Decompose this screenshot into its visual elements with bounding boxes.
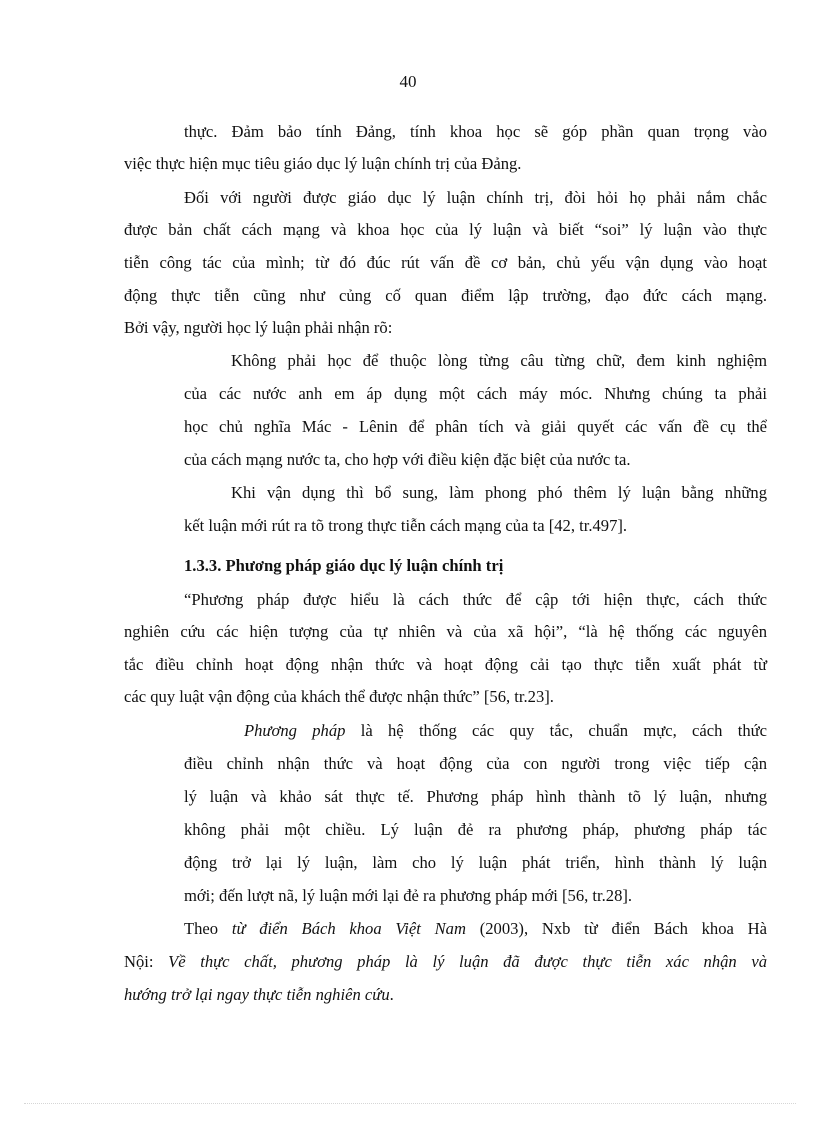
text-line: tiễn công tác của mình; từ đó đúc rút vấn đề cơ bản, chủ yếu vận dụng vào hoạt	[124, 253, 767, 272]
text-line: “Phương pháp được hiểu là cách thức để cập tới hiện thực, cách thức	[184, 590, 767, 609]
text-line: được bản chất cách mạng và khoa học của lý luận và biết “soi” lý luận vào thực	[124, 220, 767, 239]
text-line: Bởi vậy, người học lý luận phải nhận rõ:	[124, 318, 393, 337]
quote-line: động trở lại lý luận, làm cho lý luận phát triển, hình thành lý luận	[184, 853, 767, 872]
section-heading: 1.3.3. Phương pháp giáo dục lý luận chính trị	[184, 556, 504, 575]
quote-line: của cách mạng nước ta, cho hợp với điều kiện đặc biệt của nước ta.	[184, 450, 631, 469]
text-line: việc thực hiện mục tiêu giáo dục lý luận chính trị của Đảng.	[124, 154, 522, 173]
text-line: Đối với người được giáo dục lý luận chính trị, đòi hỏi họ phải nắm chắc	[184, 188, 767, 207]
quote-line: kết luận mới rút ra tõ trong thực tiễn cách mạng của ta [42, tr.497].	[184, 516, 628, 535]
italic-term: Phương pháp	[244, 721, 346, 740]
quote-line: học chủ nghĩa Mác - Lênin để phân tích và giải quyết các vấn đề cụ thể	[184, 417, 767, 436]
quote-line: lý luận và khảo sát thực tế. Phương pháp hình thành tõ lý luận, nhưng	[184, 787, 767, 806]
text-line: các quy luật vận động của khách thể được nhận thức” [56, tr.23].	[124, 687, 554, 706]
text-line	[124, 984, 394, 1006]
text-line: động thực tiễn cũng như củng cố quan điểm lập trường, đạo đức cách mạng.	[124, 286, 767, 305]
text-line	[184, 918, 767, 940]
text-line	[124, 951, 767, 973]
italic-text: hướng trở lại ngay thực tiễn nghiên cứu	[124, 985, 390, 1004]
text-span: (2003), Nxb từ điển Bách khoa Hà	[465, 919, 767, 938]
italic-text: Về thực chất, phương pháp là lý luận đã được thực tiễn xác nhận và	[168, 952, 767, 971]
text-line: thực. Đảm bảo tính Đảng, tính khoa học sẽ góp phần quan trọng vào	[184, 122, 767, 141]
text-span: Theo	[184, 919, 232, 938]
text-line: nghiên cứu các hiện tượng của tự nhiên và của xã hội”, “là hệ thống các nguyên	[124, 622, 767, 641]
quote-line: Khi vận dụng thì bổ sung, làm phong phó thêm lý luận bằng những	[231, 483, 767, 502]
quote-line: của các nước anh em áp dụng một cách máy móc. Nhưng chúng ta phải	[184, 384, 767, 403]
quote-line: Không phải học để thuộc lòng từng câu từng chữ, đem kinh nghiệm	[231, 351, 767, 370]
page-number: 40	[399, 72, 417, 91]
quote-line	[244, 720, 767, 742]
quote-line: không phải một chiều. Lý luận đẻ ra phương pháp, phương pháp tác	[184, 820, 767, 839]
text-span: là hệ thống các quy tắc, chuẩn mực, cách thức	[345, 721, 767, 740]
text-span: Nội:	[124, 952, 169, 971]
text-span: .	[389, 985, 394, 1004]
text-line: tắc điều chỉnh hoạt động nhận thức và hoạt động cải tạo thực tiễn xuất phát từ	[124, 655, 767, 674]
page-bottom-rule	[24, 1103, 796, 1104]
quote-line: điều chỉnh nhận thức và hoạt động của con người trong việc tiếp cận	[184, 754, 767, 773]
italic-title: từ điển Bách khoa Việt Nam	[231, 919, 466, 938]
quote-line: mới; đến lượt nã, lý luận mới lại đẻ ra phương pháp mới [56, tr.28].	[184, 886, 633, 905]
